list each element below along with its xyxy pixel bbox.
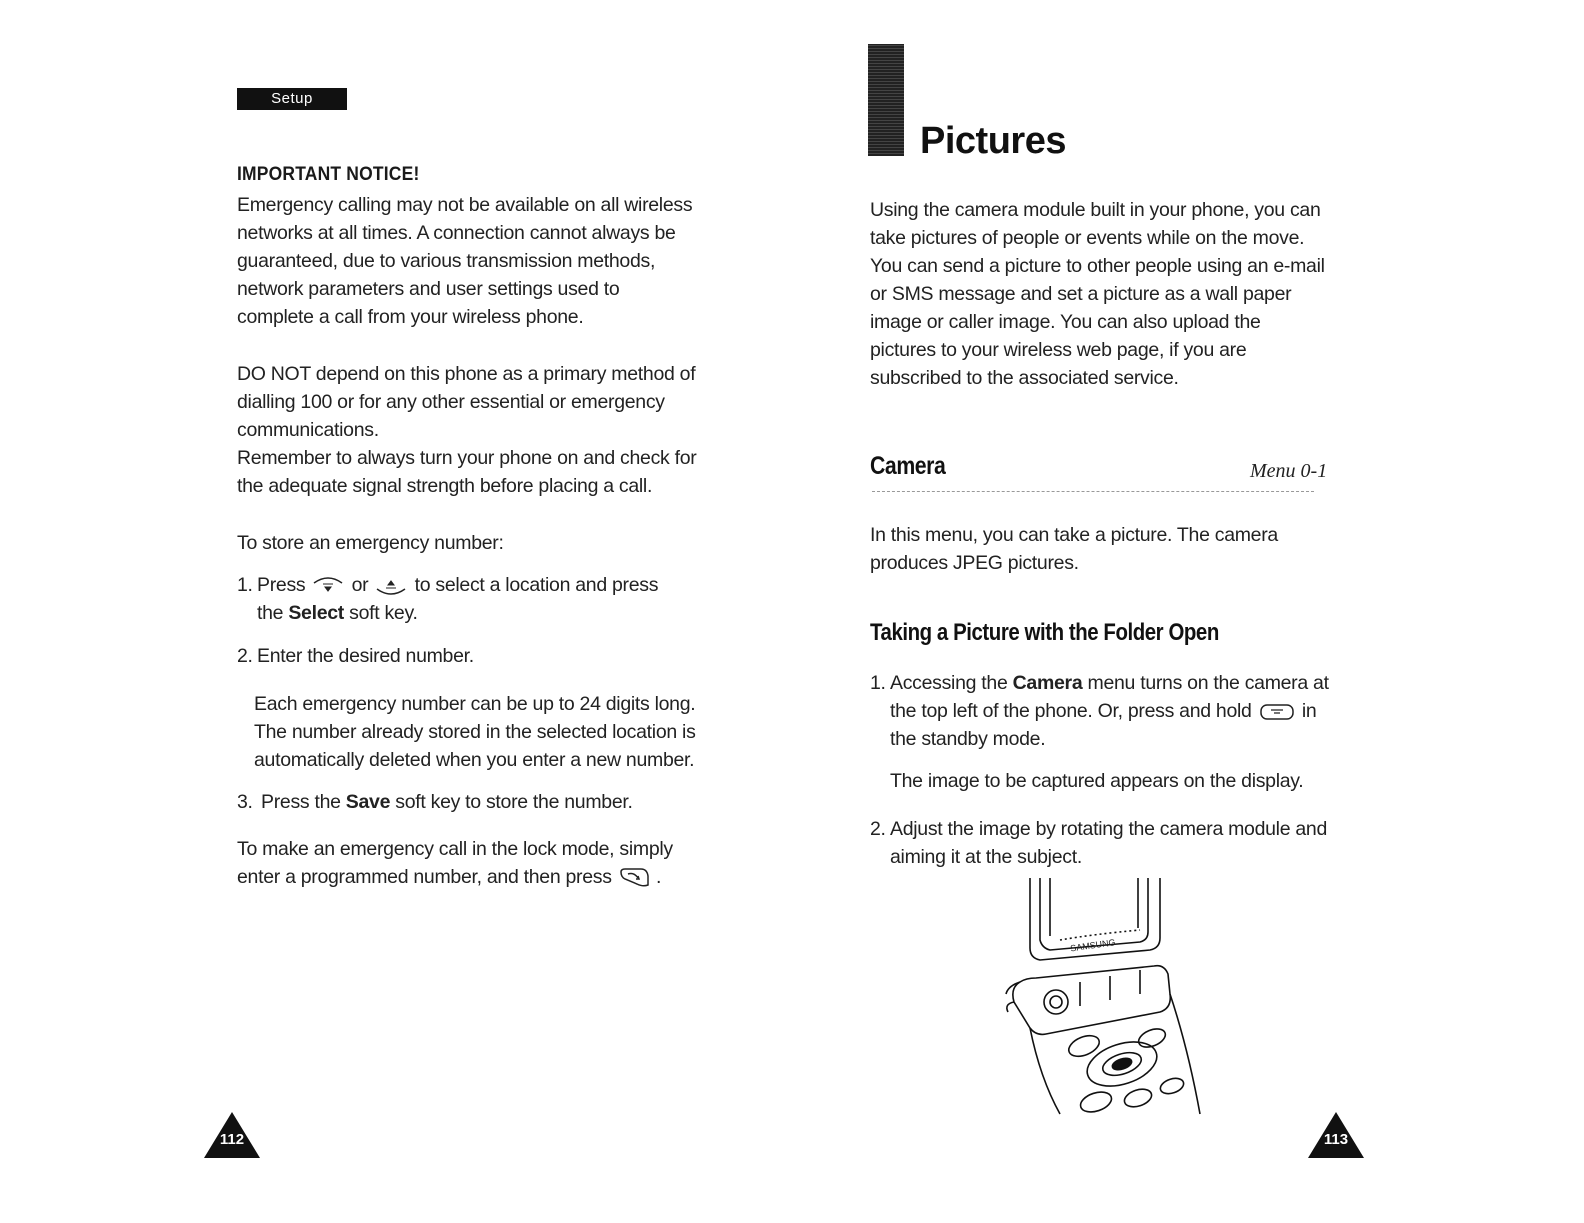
- step-2-note: [254, 690, 696, 774]
- text-line: produces JPEG pictures.: [870, 552, 1079, 574]
- phone-illustration: [1000, 878, 1220, 1118]
- camera-heading: Camera: [870, 452, 946, 480]
- text-segment: .: [655, 866, 662, 888]
- step-line: [890, 697, 1316, 725]
- step-text: Press the: [261, 791, 341, 813]
- page-number: 112: [219, 1131, 245, 1148]
- page-number: 113: [1323, 1131, 1349, 1148]
- text-line: pictures to your wireless web page, if you are: [870, 339, 1247, 361]
- step-text: the: [257, 602, 284, 624]
- step-text: soft key.: [349, 602, 418, 624]
- nav-up-key-icon: [310, 575, 346, 597]
- text-line: Remember to always turn your phone on and check for: [237, 447, 697, 469]
- text-line: complete a call from your wireless phone.: [237, 306, 584, 328]
- text-segment: enter a programmed number, and then press: [237, 866, 612, 888]
- save-key-label: Save: [345, 791, 391, 813]
- text-line: DO NOT depend on this phone as a primary method of: [237, 363, 696, 385]
- step-text: aiming it at the subject.: [890, 846, 1082, 868]
- left-page: [0, 0, 790, 1223]
- right-page: [790, 0, 1584, 1223]
- chapter-title: Pictures: [920, 120, 1066, 162]
- heading-rule: [872, 491, 1314, 492]
- section-tag: Setup: [237, 88, 347, 110]
- camera-description: [870, 521, 1278, 577]
- step-number: 3.: [237, 791, 253, 813]
- step-line: [261, 788, 633, 816]
- step-1: [237, 571, 757, 631]
- text-line: To make an emergency call in the lock mode, simply: [237, 838, 673, 860]
- step-text: Accessing the: [890, 672, 1008, 694]
- nav-down-key-icon: [373, 575, 409, 597]
- step-number: 2.: [870, 818, 886, 840]
- text-line: You can send a picture to other people using an e-mail: [870, 255, 1325, 277]
- text-line: subscribed to the associated service.: [870, 367, 1179, 389]
- step-text: Adjust the image by rotating the camera module and: [890, 818, 1328, 840]
- step-number: 1.: [237, 574, 253, 596]
- text-line: network parameters and user settings used to: [237, 278, 620, 300]
- text-line: image or caller image. You can also upload the: [870, 311, 1261, 333]
- step-text: Enter the desired number.: [257, 645, 474, 667]
- chapter-bar: [868, 44, 904, 156]
- text-line: Emergency calling may not be available on all wireless: [237, 194, 693, 216]
- camera-step-1: [870, 669, 1350, 759]
- step-text: menu turns on the camera at: [1087, 672, 1329, 694]
- text-line: automatically deleted when you enter a new number.: [254, 749, 695, 771]
- camera-menu-label: Camera: [1012, 672, 1083, 694]
- camera-key-icon: [1257, 701, 1297, 723]
- lock-mode-paragraph: [237, 835, 673, 891]
- text-line: communications.: [237, 419, 379, 441]
- step-text: soft key to store the number.: [395, 791, 633, 813]
- step-line: [257, 571, 658, 599]
- text-line: guaranteed, due to various transmission methods,: [237, 250, 656, 272]
- step-3: [237, 788, 757, 818]
- text-line: the adequate signal strength before placing a call.: [237, 475, 653, 497]
- step-number: 2.: [237, 645, 253, 667]
- menu-reference: Menu 0-1: [1250, 460, 1328, 482]
- donot-paragraph: [237, 360, 696, 500]
- text-line: Using the camera module built in your phone, you can: [870, 199, 1321, 221]
- text-line: dialling 100 or for any other essential or emergency: [237, 391, 665, 413]
- subheading: Taking a Picture with the Folder Open: [870, 619, 1219, 646]
- step-text: to select a location and press: [414, 574, 659, 596]
- notice-paragraph: [237, 191, 692, 331]
- step-text: Press: [257, 574, 306, 596]
- step-text: or: [351, 574, 369, 596]
- step-2: [237, 642, 757, 672]
- text-line: In this menu, you can take a picture. The camera: [870, 524, 1278, 546]
- intro-paragraph: [870, 196, 1325, 392]
- notice-title: IMPORTANT NOTICE!: [237, 164, 420, 185]
- select-key-label: Select: [288, 602, 344, 624]
- camera-step-1-note: The image to be captured appears on the display.: [890, 770, 1304, 792]
- step-number: 1.: [870, 672, 886, 694]
- text-line: The number already stored in the selected location is: [254, 721, 696, 743]
- step-line: [257, 599, 418, 627]
- store-intro: To store an emergency number:: [237, 532, 504, 554]
- step-text: the standby mode.: [890, 728, 1046, 750]
- text-line: networks at all times. A connection cannot always be: [237, 222, 676, 244]
- step-text: the top left of the phone. Or, press and hold: [890, 700, 1252, 722]
- text-line: [237, 863, 673, 891]
- step-line: [890, 669, 1329, 697]
- text-line: Each emergency number can be up to 24 digits long.: [254, 693, 696, 715]
- step-text: in: [1301, 700, 1317, 722]
- send-key-icon: [617, 866, 651, 890]
- phone-brand-label: SAMSUNG: [1069, 937, 1117, 954]
- camera-step-2: [870, 815, 1350, 875]
- text-line: take pictures of people or events while on the move.: [870, 227, 1305, 249]
- text-line: or SMS message and set a picture as a wall paper: [870, 283, 1292, 305]
